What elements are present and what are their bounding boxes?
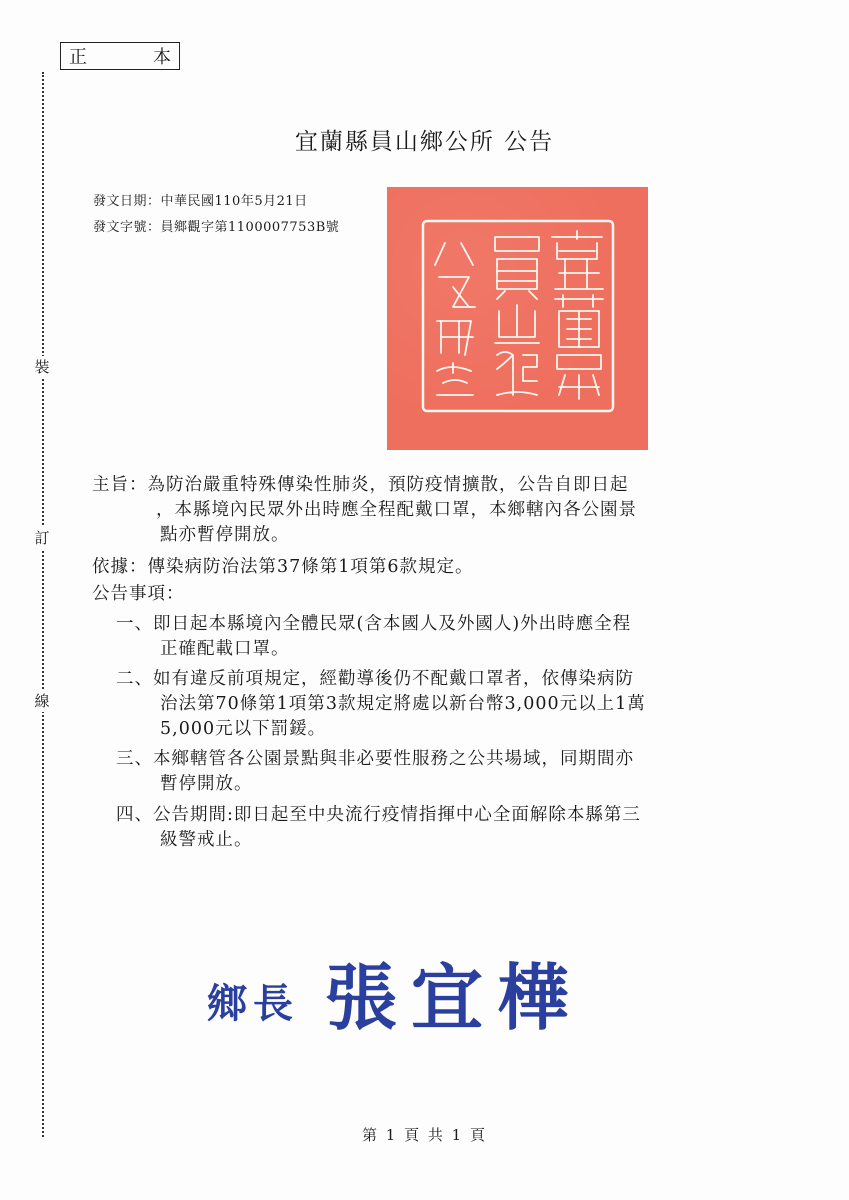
original-copy-label xyxy=(60,42,180,70)
notice-heading: 公告事項： xyxy=(92,584,185,604)
binding-mark-xian: 線 xyxy=(30,690,54,712)
copy-label-right: 本 xyxy=(153,47,171,68)
signature-name: 張宜樺 xyxy=(325,955,584,1040)
subject-line-2: ，本縣境內民眾外出時應全程配戴口罩，本鄉轄內各公園景 xyxy=(156,500,637,520)
page-title: 宜蘭縣員山鄉公所 公告 xyxy=(294,129,555,155)
notice-item-4-line-1: 四、公告期間:即日起至中央流行疫情指揮中心全面解除本縣第三 xyxy=(116,805,641,825)
signature-stamp xyxy=(207,940,583,1044)
notice-item-1-line-1: 一、即日起本縣境內全體民眾(含本國人及外國人)外出時應全程 xyxy=(116,614,632,634)
subject-line-1: 主旨：為防治嚴重特殊傳染性肺炎，預防疫情擴散，公告自即日起 xyxy=(92,475,629,495)
notice-item-3-line-1: 三、本鄉轄管各公園景點與非必要性服務之公共場域，同期間亦 xyxy=(116,749,634,769)
notice-item-1-line-2: 正確配載口罩。 xyxy=(160,639,290,659)
issue-date: 發文日期：中華民國110年5月21日 xyxy=(93,194,308,209)
page-number: 第 1 頁 共 1 頁 xyxy=(362,1126,487,1144)
notice-item-3-line-2: 暫停開放。 xyxy=(160,774,253,794)
subject-line-3: 點亦暫停開放。 xyxy=(160,525,290,545)
binding-mark-zhuang: 裝 xyxy=(30,356,54,378)
notice-item-4-line-2: 級警戒止。 xyxy=(160,830,253,850)
document-number: 發文字號：員鄉觀字第1100007753B號 xyxy=(93,220,340,235)
notice-item-2-line-1: 二、如有違反前項規定，經勸導後仍不配戴口罩者，依傳染病防 xyxy=(116,669,634,689)
copy-label-left: 正 xyxy=(69,47,87,68)
binding-mark-ding: 訂 xyxy=(30,527,54,549)
basis-line: 依據：傳染病防治法第37條第1項第6款規定。 xyxy=(92,557,474,577)
notice-item-2-line-3: 5,000元以下罰鍰。 xyxy=(160,719,327,739)
notice-item-2-line-2: 治法第70條第1項第3款規定將處以新台幣3,000元以上1萬 xyxy=(160,694,646,714)
binding-dotted-line xyxy=(42,72,44,1137)
signature-title: 鄉長 xyxy=(207,980,299,1027)
official-seal-icon xyxy=(387,187,648,450)
